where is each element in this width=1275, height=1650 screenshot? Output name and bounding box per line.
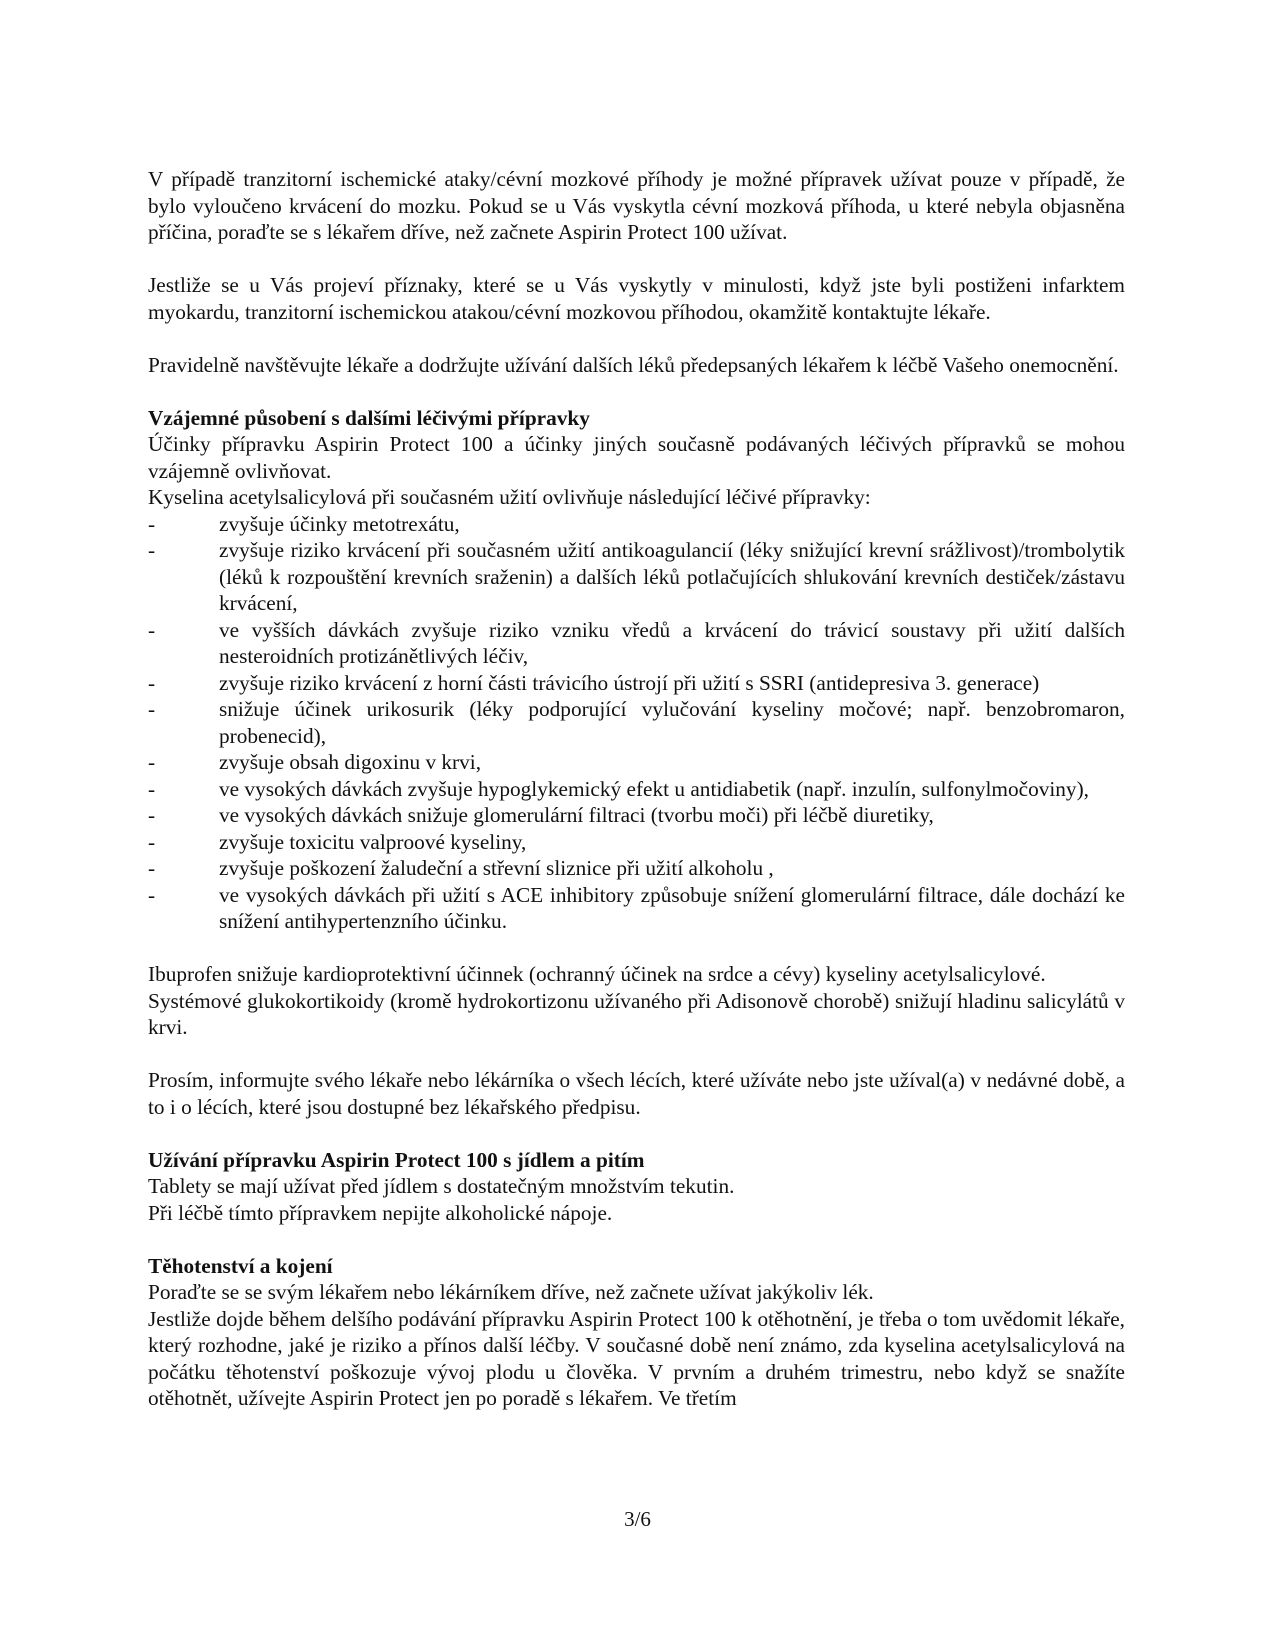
paragraph-pregnancy-1: Poraďte se se svým lékařem nebo lékárníkem dříve, než začnete užívat jakýkoliv lék. — [148, 1280, 874, 1304]
section-heading-interactions: Vzájemné působení s dalšími léčivými přípravky — [148, 405, 590, 430]
paragraph-food-2: Při léčbě tímto přípravkem nepijte alkoholické nápoje. — [148, 1200, 613, 1225]
list-item: - ve vyšších dávkách zvyšuje riziko vzniku vředů a krvácení do trávicí soustavy při užití dalších nesteroidních protizánětlivých léčiv, — [148, 617, 1125, 668]
dash-bullet: - — [148, 803, 156, 827]
dash-bullet: - — [148, 776, 156, 801]
section-heading-pregnancy: Těhotenství a kojení — [148, 1253, 333, 1278]
dash-bullet: - — [148, 750, 156, 774]
interactions-list — [148, 511, 1125, 935]
paragraph-food-1: Tablety se mají užívat před jídlem s dostatečným množstvím tekutin. — [148, 1174, 735, 1198]
list-item: - zvyšuje obsah digoxinu v krvi, — [148, 750, 482, 774]
list-item: - zvyšuje účinky metotrexátu, — [148, 511, 460, 536]
list-item: - zvyšuje poškození žaludeční a střevní sliznice při užití alkoholu , — [148, 856, 774, 880]
dash-bullet: - — [148, 538, 156, 562]
paragraph-tia-warning: V případě tranzitorní ischemické ataky/cévní mozkové příhody je možné přípravek užívat pouze v případě, že bylo vyloučeno krvácení do mozku. Pokud se u Vás vyskytla cévní mozková příhoda, u které nebyla objasněna příčina, poraďte se s lékařem dříve, než začnete Aspirin Protect 100 užívat. — [148, 167, 1125, 244]
list-item: - ve vysokých dávkách při užití s ACE inhibitory způsobuje snížení glomerulární filtrace, dále dochází ke snížení antihypertenzního účinku. — [148, 882, 1125, 933]
dash-bullet: - — [148, 829, 156, 854]
dash-bullet: - — [148, 670, 156, 695]
list-item: - ve vysokých dávkách zvyšuje hypoglykemický efekt u antidiabetik (např. inzulín, sulfonylmočoviny), — [148, 776, 1090, 801]
paragraph-regular-visits: Pravidelně navštěvujte lékaře a dodržujte užívání dalších léků předepsaných lékařem k léčbě Vašeho onemocnění. — [148, 352, 1119, 377]
paragraph-glucocorticoids: Systémové glukokortikoidy (kromě hydrokortizonu užívaného při Adisonově chorobě) snižují hladinu salicylátů v krvi. — [148, 988, 1125, 1039]
dash-bullet: - — [148, 882, 156, 907]
page-number: 3/6 — [624, 1507, 651, 1531]
list-item: - snižuje účinek urikosurik (léky podporující vylučování kyseliny močové; např. benzobromaron, probenecid), — [148, 697, 1125, 748]
paragraph-interactions-list-intro: Kyselina acetylsalicylová při současném užití ovlivňuje následující léčivé přípravky: — [148, 485, 871, 509]
section-heading-food: Užívání přípravku Aspirin Protect 100 s jídlem a pitím — [148, 1147, 645, 1172]
paragraph-interactions-intro: Účinky přípravku Aspirin Protect 100 a účinky jiných současně podávaných léčivých přípravků se mohou vzájemně ovlivňovat. — [148, 432, 1125, 483]
list-item: - ve vysokých dávkách snižuje glomerulární filtraci (tvorbu moči) při léčbě diuretiky, — [148, 803, 934, 827]
paragraph-ibuprofen: Ibuprofen snižuje kardioprotektivní účinnek (ochranný účinek na srdce a cévy) kyseliny acetylsalicylové. — [148, 962, 1046, 986]
list-item: - zvyšuje toxicitu valproové kyseliny, — [148, 829, 527, 854]
paragraph-pregnancy-2: Jestliže dojde během delšího podávání přípravku Aspirin Protect 100 k otěhotnění, je třeba o tom uvědomit lékaře, který rozhodne, jaké je riziko a přínos další léčby. V současné době není známo, zda kyselina acetylsalicylová na počátku těhotenství poškozuje vývoj plodu u člověka. V prvním a druhém trimestru, nebo když se snažíte otěhotnět, užívejte Aspirin Protect jen po poradě s lékařem. Ve třetím — [148, 1306, 1125, 1410]
dash-bullet: - — [148, 856, 156, 880]
list-item: - zvyšuje riziko krvácení při současném užití antikoagulancií (léky snižující krevní srážlivost)/trombolytik (léků k rozpouštění krevních sraženin) a dalších léků potlačujících shlukování krevních destiček/zástavu krvácení, — [148, 538, 1125, 615]
dash-bullet: - — [148, 697, 156, 721]
paragraph-symptoms-warning: Jestliže se u Vás projeví příznaky, které se u Vás vyskytly v minulosti, když jste byli postiženi infarktem myokardu, tranzitorní ischemickou atakou/cévní mozkovou příhodou, okamžitě kontaktujte lékaře. — [148, 273, 1125, 324]
list-item: - zvyšuje riziko krvácení z horní části trávicího ústrojí při užití s SSRI (antidepresiva 3. generace) — [148, 670, 1040, 695]
dash-bullet: - — [148, 617, 156, 642]
paragraph-inform-doctor: Prosím, informujte svého lékaře nebo lékárníka o všech lécích, které užíváte nebo jste užíval(a) v nedávné době, a to i o lécích, které jsou dostupné bez lékařského předpisu. — [148, 1068, 1125, 1119]
dash-bullet: - — [148, 511, 156, 536]
document-page — [148, 166, 1125, 1412]
